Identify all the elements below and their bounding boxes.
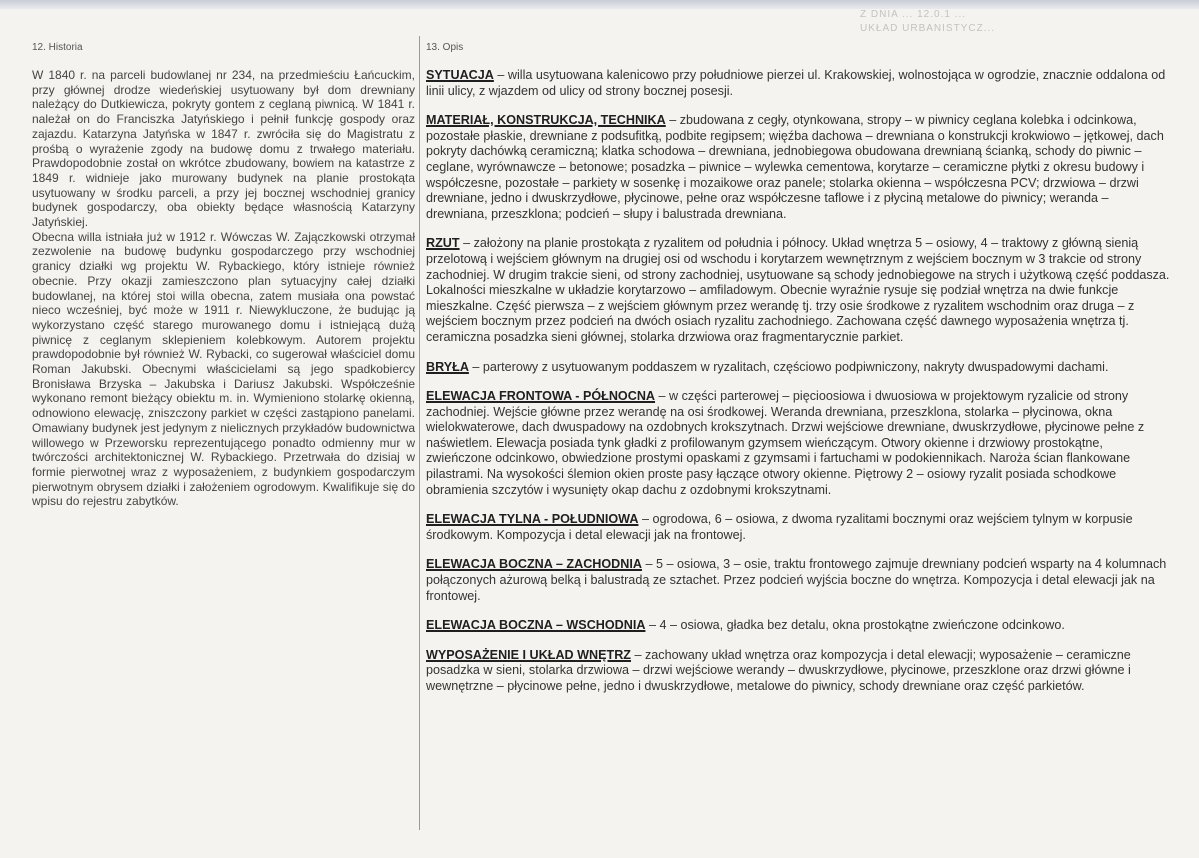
history-paragraph-1: W 1840 r. na parceli budowlanej nr 234, na przedmieściu Łańcuckim, przy głównej drodze wiedeńskiej usytuowany był dom drewniany należący do Dutkiewicza, pokryty gontem z ceglaną piwnicą. W 1841 r. należał on do Franciszka Jatyńskiego i pełnił funkcję gospody oraz zajazdu. Katarzyna Jatyńska w 1847 r. zwróciła się do Magistratu z prośbą o wyrażenie zgody na budowę domu z trwałego materiału. Prawdopodobnie został on wkrótce zbudowany, bowiem na katastrze z 1849 r. widnieje jako murowany budynek na planie prostokąta usytuowany w środku parceli, a przy jej bocznej wschodniej granicy budynek gospodarczy, oba obiekty będące własnością Katarzyny Jatyńskiej. bbox=[32, 68, 415, 230]
section-text: – 5 – osiowa, 3 – osie, traktu frontowego zajmuje drewniany podcień wsparty na 4 kolumnach połączonych ażurową belką i balustradą ze sztachet. Przez podcień wyjścia boczne do wnętrza. Kompozycja i detal elewacji jak na frontowej. bbox=[426, 557, 1167, 603]
section-text: – zachowany układ wnętrza oraz kompozycja i detal elewacji; wyposażenie – ceramiczne posadzka w sieni, stolarka drzwiowa – drzwi wejściowe werandy – dwuskrzydłowe, płycinowe, przeszklone oraz drzwi główne i wewnętrzne – płycinowe pełne, jedno i dwuskrzydłowe, metalowe do piwnicy, schody drewniane oraz część parkietów. bbox=[426, 647, 1131, 693]
stamp-line-1: Z DNIA ... 12.0.1 ... bbox=[860, 9, 967, 20]
stamp-line-2: UKŁAD URBANISTYCZ... bbox=[860, 23, 996, 34]
section-heading: ELEWACJA BOCZNA – WSCHODNIA bbox=[426, 618, 646, 633]
section-elewacja-zachodnia bbox=[426, 557, 1172, 604]
section-material bbox=[426, 113, 1172, 222]
section-rzut bbox=[426, 236, 1172, 345]
section-heading: BRYŁA bbox=[426, 359, 469, 374]
section-heading: ELEWACJA BOCZNA – ZACHODNIA bbox=[426, 557, 642, 572]
section-text: – w części parterowej – pięcioosiowa i dwuosiowa w projektowym ryzalicie od strony zachodniej. Wejście główne przez werandę na osi środkowej. Weranda drewniana, przeszklona, stolarka – płycinowa, okna wielokwaterowe, dach dwuspadowy na ozdobnych krokszytnach. Drzwi wejściowe drewniane, dwuskrzydłowe, płycinowe pełne z naświetlem. Elewacja posiada tynk gładki z profilowanym gzymsem wieńczącym. Otwory okienne i drzwiowy prostokątne, zwieńczone odcinkowo, obwiedzione prostymi opaskami z gzymsami i fartuchami w podokiennikach. Naroża ścian flankowane pilastrami. Na wysokości ślemion okien proste pasy łączące otwory okienne. Piętrowy 2 – osiowy ryzalit posiada schodkowe obramienia szczytów i wysunięty okap dachu z ozdobnymi krokszytnami. bbox=[426, 389, 1145, 497]
section-heading: ELEWACJA FRONTOWA - PÓŁNOCNA bbox=[426, 389, 656, 404]
section-elewacja-wschodnia bbox=[426, 618, 1172, 634]
faded-stamp bbox=[860, 8, 1060, 44]
section-heading: RZUT bbox=[426, 236, 460, 251]
history-header: 12. Historia bbox=[32, 42, 83, 53]
description-header: 13. Opis bbox=[426, 42, 464, 53]
section-elewacja-frontowa bbox=[426, 389, 1172, 498]
description-column bbox=[426, 42, 1172, 709]
history-paragraph-2: Obecna willa istniała już w 1912 r. Wówczas W. Zajączkowski otrzymał zezwolenie na budowę budynku gospodarczego przy wschodniej granicy działki wg projektu W. Rybackiego, który istnieje również obecnie. Przy okazji zamieszczono plan sytuacyjny całej działki budowlanej, na której stoi willa obecna, zatem musiała ona powstać nieco wcześniej, być może w 1911 r. Niewykluczone, że budując ją wykorzystano część starego murowanego domu i istniejącą dużą piwnicę z ceglanym sklepieniem kolebkowym. Autorem projektu prawdopodobnie był również W. Rybacki, co sugerował właściciel domu Roman Jakubski. Obecnymi właścicielami są jego spadkobiercy Bronisława Brzyska – Jakubska i Dariusz Jakubski. Współcześnie wykonano remont bieżący obiektu m. in. Wymieniono stolarkę okienną, odnowiono elewację, zniszczony parkiet w części zastąpiono panelami. Omawiany budynek jest jedynym z nielicznych przykładów budownictwa willowego w Przeworsku reprezentującego ponadto odmienny mur w twórczości architektonicznej W. Rybackiego. Przetrwała do dzisiaj w formie pierwotnej wraz z wyposażeniem, z budynkiem gospodarczym pierwotnym obrysem działki i założeniem ogrodowym. Kwalifikuje się do wpisu do rejestru zabytków. bbox=[32, 229, 415, 509]
section-text: – willa usytuowana kalenicowo przy południowe pierzei ul. Krakowskiej, wolnostojąca w ogrodzie, znacznie oddalona od linii ulicy, z wjazdem od ulicy od strony bocznej posesji. bbox=[426, 68, 1166, 98]
section-text: – parterowy z usytuowanym poddaszem w ryzalitach, częściowo podpiwniczony, nakryty dwuspadowymi dachami. bbox=[468, 359, 1109, 374]
section-text: – ogrodowa, 6 – osiowa, z dwoma ryzalitami bocznymi oraz wejściem tylnym w korpusie środkowym. Kompozycja i detal elewacji jak na frontowej. bbox=[426, 512, 1133, 542]
section-heading: MATERIAŁ, KONSTRUKCJA, TECHNIKA bbox=[426, 113, 666, 128]
section-text: – 4 – osiowa, gładka bez detalu, okna prostokątne zwieńczone odcinkowo. bbox=[645, 618, 1065, 633]
section-heading: ELEWACJA TYLNA - POŁUDNIOWA bbox=[426, 512, 639, 527]
section-bryla bbox=[426, 360, 1172, 376]
column-divider bbox=[419, 36, 420, 830]
section-heading: WYPOSAŻENIE I UKŁAD WNĘTRZ bbox=[426, 647, 631, 662]
section-heading: SYTUACJA bbox=[426, 68, 494, 82]
section-text: – zbudowana z cegły, otynkowana, stropy – w piwnicy ceglana kolebka i odcinkowa, pozostałe płaskie, drewniane z podsufitką, podbite regipsem; więźba dachowa – drewniana o konstrukcji krokwiowo – jętkowej, dach pokryty dachówką ceramiczną; klatka schodowa – drewniana, jednobiegowa obudowana drewnianą ścianką, schody do piwnic – ceglane, wyrównawcze – betonowe; posadzka – piwnice – wylewka cementowa, korytarze – ceramiczne płytki z okresu budowy i współczesne, pozostałe – parkiety w sosenkę i mozaikowe oraz panele; stolarka okienna – współczesna PCV; drzwiowa – drzwi drewniane, jedno i dwuskrzydłowe, płycinowe, pełne oraz współczesne taflowe i z płyciną metalowe do piwnicy; weranda – drewniana, przeszklona; podcień – słupy i balustrada drewniana. bbox=[426, 113, 1164, 221]
section-elewacja-tylna bbox=[426, 512, 1172, 543]
history-column bbox=[32, 42, 415, 509]
section-sytuacja bbox=[426, 68, 1172, 99]
section-wyposazenie bbox=[426, 648, 1172, 695]
section-text: – założony na planie prostokąta z ryzalitem od południa i północy. Układ wnętrza 5 – osiowy, 4 – traktowy z główną sienią przelotową i wejściem głównym na drugiej osi od wschodu i korytarzem wewnętrznym z wejściem bocznym w 3 trakcie od strony zachodniej. W drugim trakcie sieni, od strony zachodniej, usytuowane są schody jednobiegowe na strych i użytkową część poddasza. Lokalności mieszkalne w układzie korytarzowo – amfiladowym. Obecnie wyraźnie rysuje się podział wnętrza na dwie funkcje mieszkalne. Część pierwsza – z wejściem głównym przez werandę tj. trzy osie środkowe z ryzalitem wschodnim oraz druga – z wejściem bocznym przez podcień na dwóch osiach ryzalitu zachodniego. Zachowana część dawnego wyposażenia wnętrza tj. ceramiczna posadzka sieni głównej, stolarka drzwiowa oraz fragmentarycznie parkiet. bbox=[426, 236, 1170, 344]
